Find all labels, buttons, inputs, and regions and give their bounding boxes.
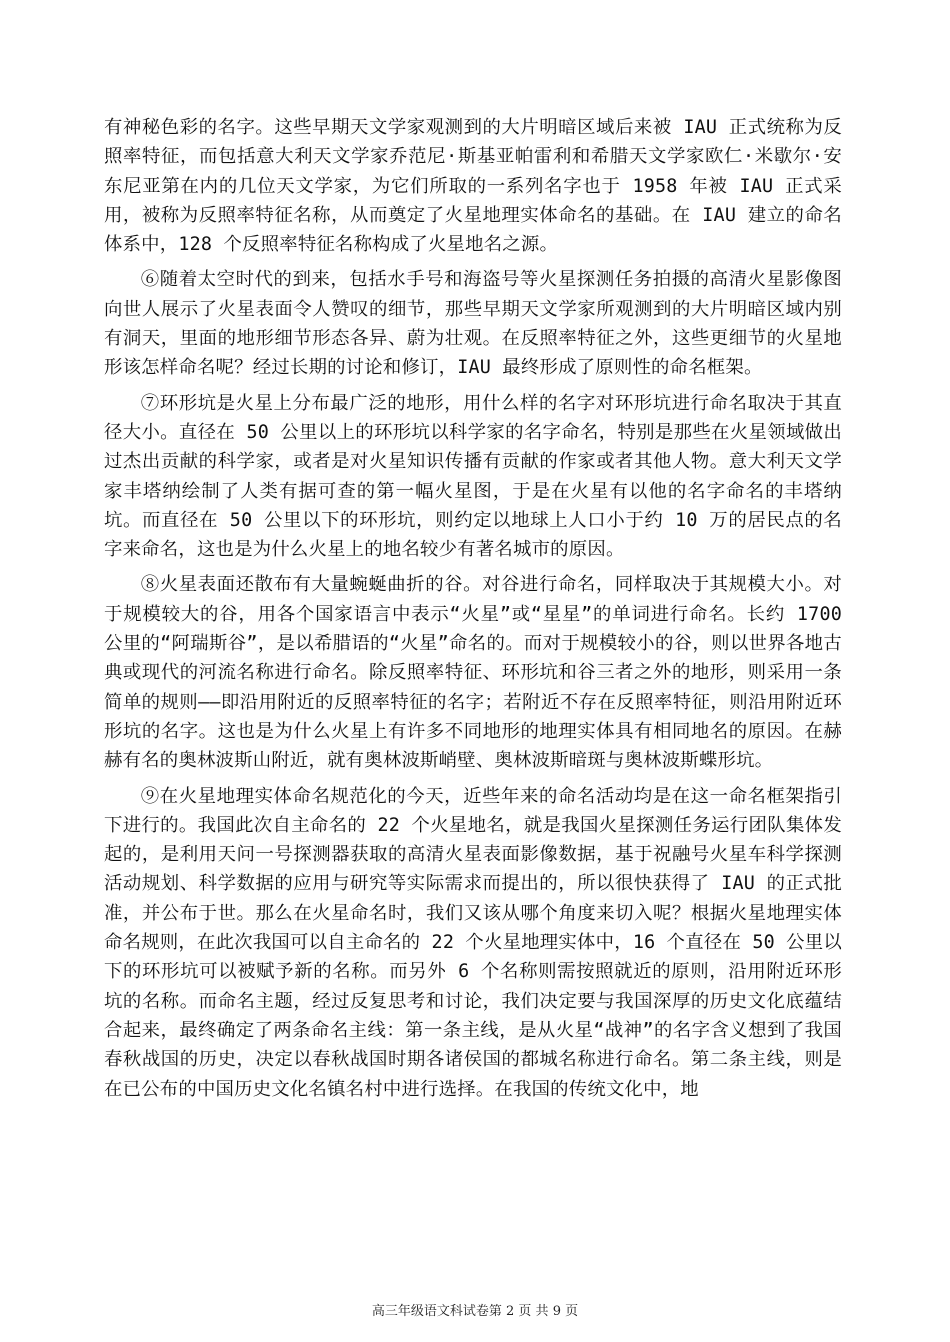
- paragraph-continued: 有神秘色彩的名字。这些早期天文学家观测到的大片明暗区域后来被 IAU 正式统称为反照率特征，而包括意大利天文学家乔范尼·斯基亚帕雷利和希腊天文学家欧仁·米歇尔·安东尼亚第在内的几位天文学家，为它们所取的一系列名字也于 1958 年被 IAU 正式采用，被称为反照率特征名称，从而奠定了火星地理实体命名的基础。在 IAU 建立的命名体系中，128 个反照率特征名称构成了火星地名之源。: [104, 117, 842, 256]
- paragraph-9: ⑨在火星地理实体命名规范化的今天，近些年来的命名活动均是在这一命名框架指引下进行的。我国此次自主命名的 22 个火星地名，就是我国火星探测任务运行团队集体发起的，是利用天问一号探测器获取的高清火星表面影像数据，基于祝融号火星车科学探测活动规划、科学数据的应用与研究等实际需求而提出的，所以很快获得了 IAU 的正式批准，并公布于世。那么在火星命名时，我们又该从哪个角度来切入呢？根据火星地理实体命名规则，在此次我国可以自主命名的 22 个火星地理实体中，16 个直径在 50 公里以下的环形坑可以被赋予新的名称。而另外 6 个名称则需按照就近的原则，沿用附近环形坑的名称。而命名主题，经过反复思考和讨论，我们决定要与我国深厚的历史文化底蕴结合起来，最终确定了两条命名主线：第一条主线，是从火星“战神”的名字含义想到了我国春秋战国的历史，决定以春秋战国时期各诸侯国的都城名称进行命名。第二条主线，则是在已公布的中国历史文化名镇名村中进行选择。在我国的传统文化中，地: [104, 785, 842, 1100]
- article-body: [104, 113, 842, 1110]
- paragraph-6: ⑥随着太空时代的到来，包括水手号和海盗号等火星探测任务拍摄的高清火星影像图向世人展示了火星表面令人赞叹的细节，那些早期天文学家所观测到的大片明暗区域内别有洞天，里面的地形细节形态各异、蔚为壮观。在反照率特征之外，这些更细节的火星地形该怎样命名呢？经过长期的讨论和修订，IAU 最终形成了原则性的命名框架。: [104, 269, 842, 379]
- paragraph-7: ⑦环形坑是火星上分布最广泛的地形，用什么样的名字对环形坑进行命名取决于其直径大小。直径在 50 公里以上的环形坑以科学家的名字命名，特别是那些在火星领域做出过杰出贡献的科学家，或者是对火星知识传播有贡献的作家或者其他人物。意大利天文学家丰塔纳绘制了人类有据可查的第一幅火星图，于是在火星有以他的名字命名的丰塔纳坑。而直径在 50 公里以下的环形坑，则约定以地球上人口小于约 10 万的居民点的名字来命名，这也是为什么火星上的地名较少有著名城市的原因。: [104, 392, 842, 561]
- paragraph-8: ⑧火星表面还散布有大量蜿蜒曲折的谷。对谷进行命名，同样取决于其规模大小。对于规模较大的谷，用各个国家语言中表示“火星”或“星星”的单词进行命名。长约 1700 公里的“阿瑞斯谷”，是以希腊语的“火星”命名的。而对于规模较小的谷，则以世界各地古典或现代的河流名称进行命名。除反照率特征、环形坑和谷三者之外的地形，则采用一条简单的规则——即沿用附近的反照率特征的名字；若附近不存在反照率特征，则沿用附近环形坑的名字。这也是为什么火星上有许多不同地形的地理实体具有相同地名的原因。在赫赫有名的奥林波斯山附近，就有奥林波斯峭壁、奥林波斯暗斑与奥林波斯蝶形坑。: [104, 574, 842, 772]
- page-footer: 高三年级语文科试卷第 2 页 共 9 页: [371, 1304, 579, 1319]
